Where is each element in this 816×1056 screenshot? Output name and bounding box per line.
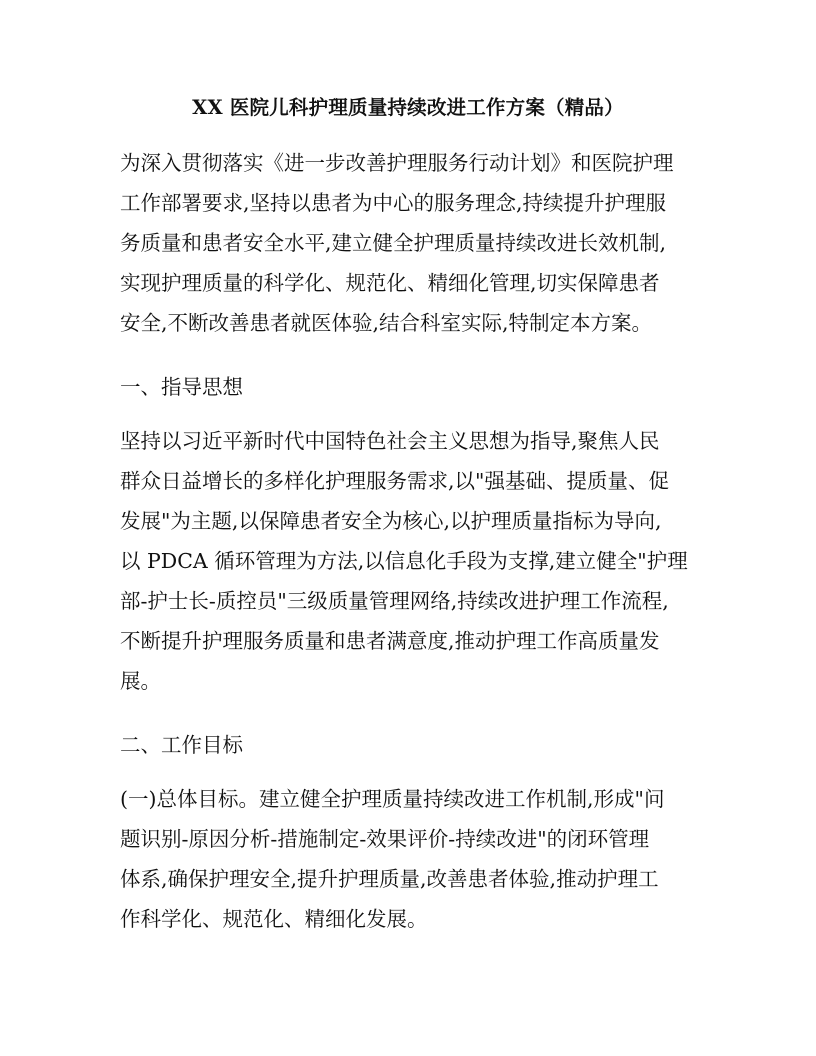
- work-goals-paragraph: [120, 779, 700, 939]
- paragraph-line: 体系,确保护理安全,提升护理质量,改善患者体验,推动护理工: [120, 867, 659, 891]
- paragraph-line: 展。: [120, 669, 161, 693]
- paragraph-line: 坚持以习近平新时代中国特色社会主义思想为指导,聚焦人民: [120, 429, 660, 453]
- paragraph-line: 部-护士长-质控员"三级质量管理网络,持续改进护理工作流程,: [120, 589, 669, 613]
- paragraph-line: 群众日益增长的多样化护理服务需求,以"强基础、提质量、促: [120, 469, 669, 493]
- section-heading-work-goals: 二、工作目标: [120, 733, 243, 757]
- paragraph-line: 实现护理质量的科学化、规范化、精细化管理,切实保障患者: [120, 271, 660, 295]
- paragraph-line: 发展"为主题,以保障患者安全为核心,以护理质量指标为导向,: [120, 509, 662, 533]
- section-heading-guiding-ideology: 一、指导思想: [120, 375, 243, 399]
- paragraph-line: (一)总体目标。建立健全护理质量持续改进工作机制,形成"问: [120, 787, 665, 811]
- paragraph-line: 工作部署要求,坚持以患者为中心的服务理念,持续提升护理服: [120, 191, 667, 215]
- document-title: XX 医院儿科护理质量持续改进工作方案（精品）: [192, 96, 624, 119]
- paragraph-line: 务质量和患者安全水平,建立健全护理质量持续改进长效机制,: [120, 231, 667, 255]
- intro-paragraph: [120, 143, 700, 343]
- paragraph-line: 安全,不断改善患者就医体验,结合科室实际,特制定本方案。: [120, 311, 653, 335]
- paragraph-line: 作科学化、规范化、精细化发展。: [120, 907, 428, 931]
- paragraph-line: 不断提升护理服务质量和患者满意度,推动护理工作高质量发: [120, 629, 660, 653]
- paragraph-line: 题识别-原因分析-措施制定-效果评价-持续改进"的闭环管理: [120, 827, 650, 851]
- guiding-ideology-paragraph: [120, 421, 700, 701]
- paragraph-line: 以 PDCA 循环管理为方法,以信息化手段为支撑,建立健全"护理: [120, 549, 688, 573]
- paragraph-line: 为深入贯彻落实《进一步改善护理服务行动计划》和医院护理: [120, 151, 674, 175]
